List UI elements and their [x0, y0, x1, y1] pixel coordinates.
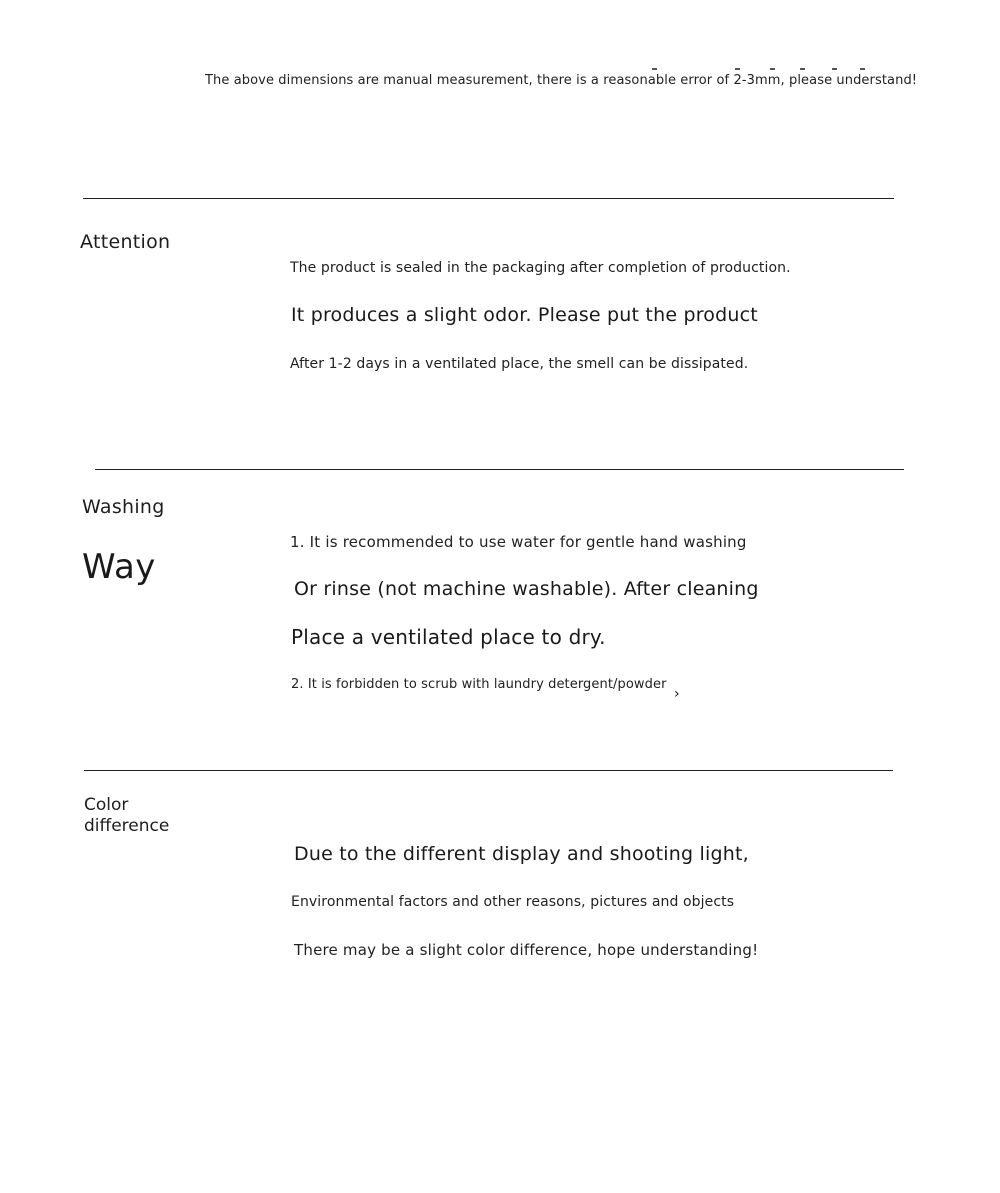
washing-heading: Washing — [82, 496, 165, 518]
attention-line: The product is sealed in the packaging after completion of production. — [290, 260, 791, 276]
section-divider — [83, 198, 894, 199]
text-remnant — [860, 68, 865, 70]
attention-line: It produces a slight odor. Please put the product — [291, 304, 758, 326]
washing-heading-way: Way — [82, 547, 156, 587]
color-difference-heading-line: difference — [84, 816, 170, 836]
text-remnant — [800, 68, 805, 70]
measurement-note: The above dimensions are manual measurement, there is a reasonable error of 2-3mm, please understand! — [205, 73, 918, 88]
washing-line: 1. It is recommended to use water for gentle hand washing — [290, 533, 747, 551]
washing-line: Or rinse (not machine washable). After cleaning — [294, 578, 759, 600]
color-difference-heading-line: Color — [84, 795, 129, 815]
color-difference-line: Environmental factors and other reasons, pictures and objects — [291, 894, 735, 910]
color-difference-line: There may be a slight color difference, hope understanding! — [294, 941, 759, 959]
washing-line: Place a ventilated place to dry. — [291, 625, 606, 649]
text-remnant — [770, 68, 775, 70]
attention-heading: Attention — [80, 231, 171, 253]
attention-line: After 1-2 days in a ventilated place, the smell can be dissipated. — [290, 356, 749, 372]
section-divider — [84, 770, 893, 771]
text-remnant — [652, 68, 657, 70]
color-difference-line: Due to the different display and shooting light, — [294, 843, 749, 865]
color-difference-heading — [84, 795, 169, 837]
stray-mark: › — [674, 686, 680, 702]
text-remnant — [735, 68, 740, 70]
section-divider — [95, 469, 904, 470]
text-remnant — [832, 68, 837, 70]
washing-line: 2. It is forbidden to scrub with laundry detergent/powder — [291, 677, 667, 692]
